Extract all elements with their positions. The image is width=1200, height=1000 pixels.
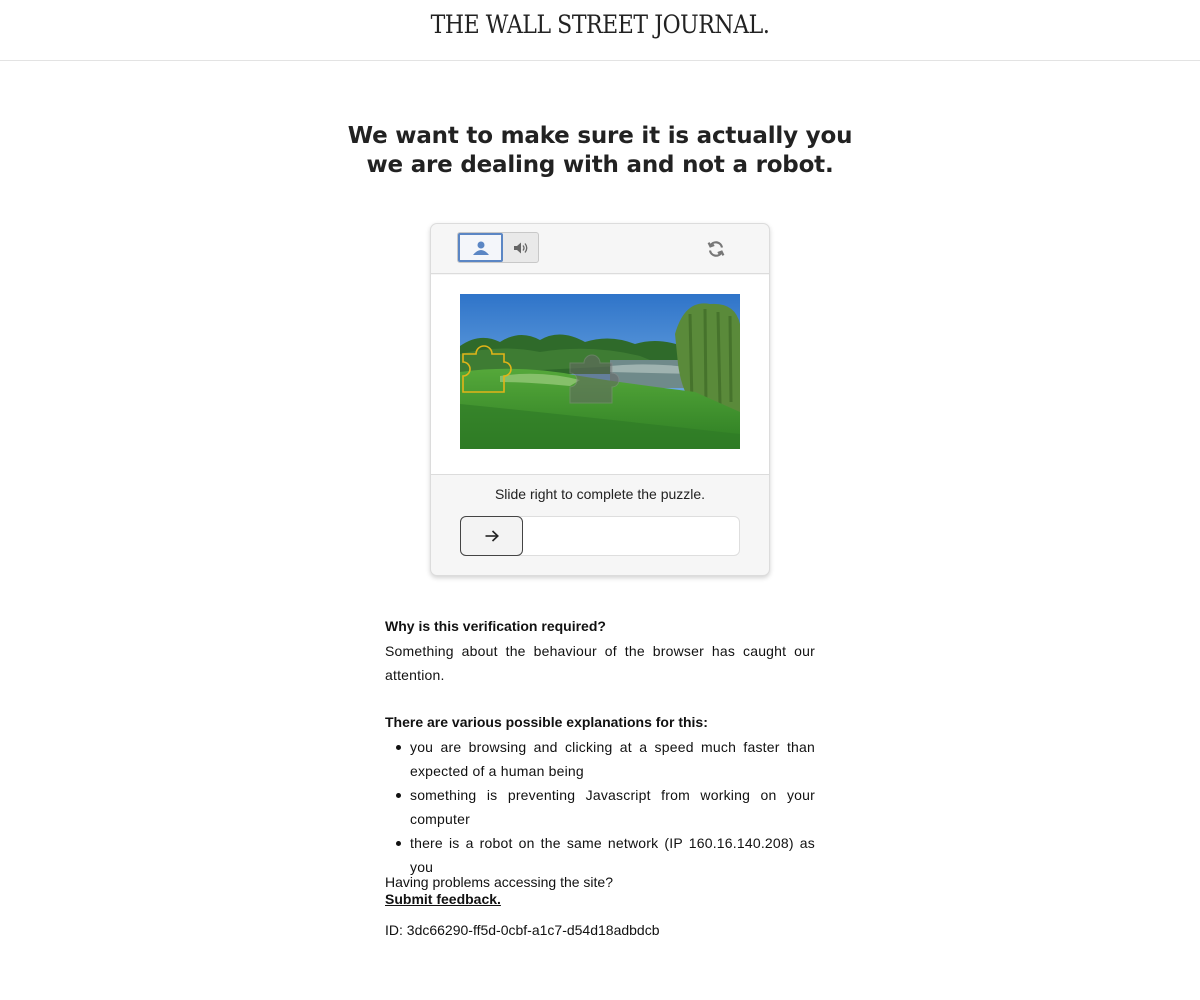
- audio-challenge-button[interactable]: [503, 233, 538, 262]
- title-line-2: we are dealing with and not a robot.: [366, 152, 834, 178]
- explanations-list: [410, 735, 815, 879]
- help-text: Having problems accessing the site?: [385, 874, 614, 890]
- page-title: [300, 122, 900, 180]
- title-line-1: We want to make sure it is actually you: [347, 123, 853, 149]
- list-item: there is a robot on the same network (IP 160.16.140.208) as you: [410, 831, 815, 879]
- refresh-button[interactable]: [705, 238, 727, 260]
- image-challenge-button[interactable]: [458, 233, 503, 262]
- request-id: ID: 3dc66290-ff5d-0cbf-a1c7-d54d18adbdcb: [385, 922, 660, 938]
- refresh-icon: [707, 240, 725, 258]
- puzzle-image: [460, 294, 740, 449]
- challenge-mode-switch: [457, 232, 539, 263]
- site-header: [0, 0, 1200, 61]
- list-item: something is preventing Javascript from working on your computer: [410, 783, 815, 831]
- submit-feedback-link[interactable]: Submit feedback.: [385, 891, 501, 907]
- wsj-logo[interactable]: THE WALL STREET JOURNAL.: [430, 10, 770, 39]
- landscape-image: [460, 294, 740, 449]
- arrow-right-icon: [484, 529, 500, 543]
- captcha-widget: [430, 223, 770, 576]
- why-heading: Why is this verification required?: [385, 618, 606, 634]
- slider-instruction: Slide right to complete the puzzle.: [494, 486, 706, 502]
- captcha-image-area: [431, 275, 769, 475]
- captcha-toolbar: [431, 224, 769, 274]
- image-icon: [471, 240, 491, 256]
- explanations-heading: There are various possible explanations for this:: [385, 714, 708, 730]
- list-item: you are browsing and clicking at a speed much faster than expected of a human being: [410, 735, 815, 783]
- why-text: Something about the behaviour of the browser has caught our attention.: [385, 643, 815, 683]
- slider-handle[interactable]: [460, 516, 523, 556]
- speaker-icon: [512, 241, 530, 255]
